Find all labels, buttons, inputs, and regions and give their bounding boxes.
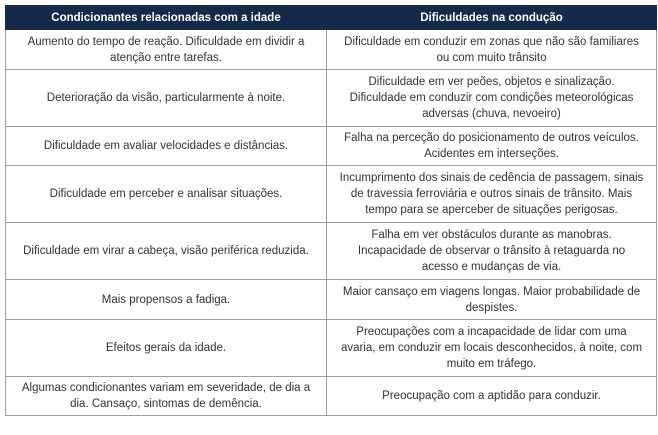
table-row: [6, 280, 657, 320]
difficulty-cell: Falha na perceção do posicionamento de outros veículos. Acidentes em interseções.: [327, 127, 657, 166]
table-row: [6, 30, 657, 70]
table-row: [6, 320, 657, 377]
condition-cell: Dificuldade em avaliar velocidades e distâncias.: [6, 127, 327, 166]
age-driving-table: [5, 5, 657, 416]
table-row: [6, 70, 657, 127]
difficulty-cell: Maior cansaço em viagens longas. Maior probabilidade de despistes.: [327, 280, 657, 320]
condition-cell: Dificuldade em virar a cabeça, visão periférica reduzida.: [6, 223, 327, 280]
difficulty-cell: Preocupação com a aptidão para conduzir.: [327, 377, 657, 416]
header-difficulties: Dificuldades na condução: [327, 6, 657, 30]
condition-cell: Mais propensos a fadiga.: [6, 280, 327, 320]
table-row: [6, 166, 657, 223]
condition-cell: Deterioração da visão, particularmente à noite.: [6, 70, 327, 127]
condition-cell: Dificuldade em perceber e analisar situações.: [6, 166, 327, 223]
table-row: [6, 223, 657, 280]
table-container: [5, 5, 657, 416]
condition-cell: Algumas condicionantes variam em severidade, de dia a dia. Cansaço, sintomas de demência.: [6, 377, 327, 416]
table-header-row: [6, 6, 657, 30]
difficulty-cell: Dificuldade em conduzir em zonas que não são familiares ou com muito trânsito: [327, 30, 657, 70]
difficulty-cell: Preocupações com a incapacidade de lidar com uma avaria, em conduzir em locais desconhecidos, à noite, com muito em tráfego.: [327, 320, 657, 377]
header-conditions: Condicionantes relacionadas com a idade: [6, 6, 327, 30]
difficulty-cell: Incumprimento dos sinais de cedência de passagem, sinais de travessia ferroviária e outros sinais de trânsito. Mais tempo para se aperceber de situações perigosas.: [327, 166, 657, 223]
table-row: [6, 127, 657, 166]
difficulty-cell: Falha em ver obstáculos durante as manobras. Incapacidade de observar o trânsito à retaguarda no acesso e mudanças de via.: [327, 223, 657, 280]
condition-cell: Efeitos gerais da idade.: [6, 320, 327, 377]
difficulty-cell: Dificuldade em ver peões, objetos e sinalização. Dificuldade em conduzir com condições meteorológicas adversas (chuva, nevoeiro): [327, 70, 657, 127]
table-row: [6, 377, 657, 416]
condition-cell: Aumento do tempo de reação. Dificuldade em dividir a atenção entre tarefas.: [6, 30, 327, 70]
